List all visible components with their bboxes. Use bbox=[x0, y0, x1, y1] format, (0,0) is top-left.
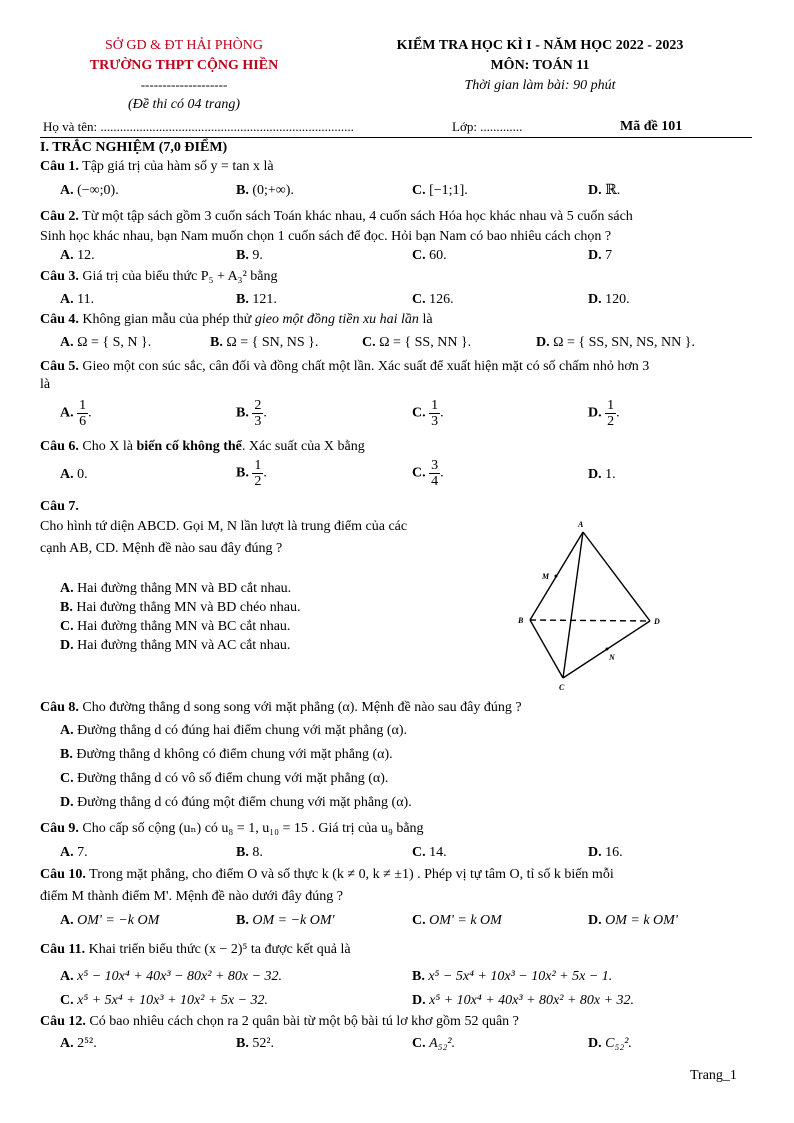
class-field: Lớp: ............. bbox=[452, 119, 523, 134]
question-7-cont: cạnh AB, CD. Mệnh đề nào sau đây đúng ? bbox=[40, 541, 283, 556]
vertex-c-label: C bbox=[559, 683, 565, 692]
department-name: SỞ GD & ĐT HẢI PHÒNG bbox=[104, 38, 264, 53]
question-5-cont: là bbox=[40, 377, 51, 392]
student-name-field: Họ và tên: .............................................................................. bbox=[43, 119, 354, 134]
exam-duration: Thời gian làm bài: 90 phút bbox=[464, 78, 616, 93]
vertex-d-label: D bbox=[654, 617, 660, 626]
question-4: Câu 4. Không gian mẫu của phép thử gieo một đồng tiền xu hai lần là bbox=[40, 312, 433, 327]
question-2-cont: Sinh học khác nhau, bạn Nam muốn chọn 1 cuốn sách để đọc. Hỏi bạn Nam có bao nhiêu cách chọn ? bbox=[40, 229, 612, 244]
vertex-b-label: B bbox=[518, 616, 524, 625]
question-12: Câu 12. Có bao nhiêu cách chọn ra 2 quân bài từ một bộ bài tú lơ khơ gồm 52 quân ? bbox=[40, 1014, 519, 1029]
question-6: Câu 6. Cho X là biến cố không thể. Xác suất của X bằng bbox=[40, 439, 365, 454]
header-dashes: -------------------- bbox=[140, 77, 228, 92]
school-name: TRƯỜNG THPT CỘNG HIỀN bbox=[89, 58, 279, 73]
point-m-label: M bbox=[542, 572, 550, 581]
tetrahedron-figure bbox=[510, 518, 660, 696]
question-1: Câu 1. Tập giá trị của hàm số y = tan x là bbox=[40, 159, 274, 174]
vertex-a-label: A bbox=[578, 520, 584, 529]
exam-subject: MÔN: TOÁN 11 bbox=[490, 58, 590, 73]
exam-title: KIỂM TRA HỌC KÌ I - NĂM HỌC 2022 - 2023 bbox=[396, 38, 684, 53]
question-10: Câu 10. Trong mặt phẳng, cho điểm O và số thực k (k ≠ 0, k ≠ ±1) . Phép vị tự tâm O, tỉ số k biến mỗi bbox=[40, 867, 614, 882]
section-title: I. TRẮC NGHIỆM (7,0 ĐIỂM) bbox=[40, 140, 228, 155]
question-9: Câu 9. Cho cấp số cộng (uₙ) có u₈ = 1, u₁₀ = 15 . Giá trị của u₉ bằng bbox=[40, 821, 424, 836]
question-7-label: Câu 7. bbox=[40, 499, 79, 514]
question-8: Câu 8. Cho đường thẳng d song song với mặt phẳng (α). Mệnh đề nào sau đây đúng ? bbox=[40, 700, 522, 715]
question-2: Câu 2. Từ một tập sách gồm 3 cuốn sách Toán khác nhau, 4 cuốn sách Hóa học khác nhau và 5 cuốn sách bbox=[40, 209, 633, 224]
pages-note: (Đề thi có 04 trang) bbox=[128, 97, 240, 112]
page-footer: Trang_1 bbox=[690, 1068, 737, 1083]
point-n-label: N bbox=[609, 653, 615, 662]
question-7: Cho hình tứ diện ABCD. Gọi M, N lần lượt là trung điểm của các bbox=[40, 519, 408, 534]
exam-code: Mã đề 101 bbox=[620, 119, 683, 134]
question-10-cont: điểm M thành điểm M'. Mệnh đề nào dưới đây đúng ? bbox=[40, 889, 343, 904]
header-rule bbox=[40, 137, 752, 138]
question-11: Câu 11. Khai triển biểu thức (x − 2)⁵ ta được kết quả là bbox=[40, 942, 351, 957]
question-3: Câu 3. Giá trị của biểu thức P₅ + A₃² bằng bbox=[40, 269, 278, 284]
question-5: Câu 5. Gieo một con súc sắc, cân đối và đồng chất một lần. Xác suất để xuất hiện mặt có số chấm nhỏ hơn 3 bbox=[40, 359, 650, 374]
